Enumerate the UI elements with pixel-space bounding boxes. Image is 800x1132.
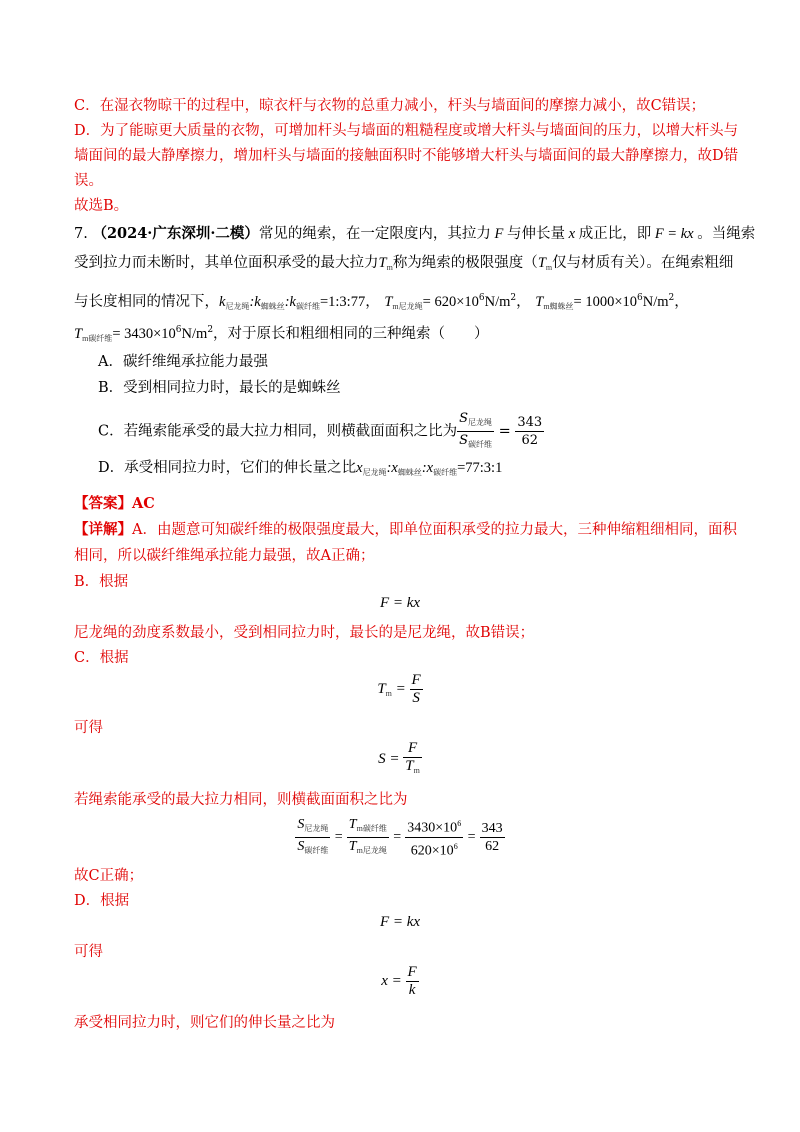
question-line-2: 受到拉力而未断时，其单位面积承受的最大拉力$T_m$称为绳索的极限强度（$T_m$仅与材质有关）。在绳索粗细 (74, 255, 734, 272)
answer-line (74, 494, 740, 514)
detail-a-line1: 【详解】A．由题意可知碳纤维的极限强度最大，即单位面积承受的拉力最大，三种伸缩粗细相同，面积 (74, 521, 737, 538)
prev-solution-d-line3: 误。 (74, 173, 103, 189)
option-b: B．受到相同拉力时，最长的是蜘蛛丝 (98, 380, 341, 396)
question-line-1: 7. （2024·广东深圳·二模）常见的绳索，在一定限度内，其拉力 F 与伸长量 x 成正比，即 F = kx 。当绳索 (74, 225, 756, 242)
prev-solution-d-line2: 墙面间的最大静摩擦力，增加杆头与墙面的接触面积时不能够增大杆头与墙面间的最大静摩擦力，故D错 (74, 148, 739, 164)
equation-s-f-over-tm: S = $\frac{F}{T_m}$ (378, 740, 420, 775)
detail-b-conclusion: 尼龙绳的劲度系数最小，受到相同拉力时，最长的是尼龙绳，故B错误； (74, 625, 535, 641)
detail-c-then: 可得 (74, 720, 103, 736)
equation-f-kx-2: F = kx (379, 914, 421, 930)
equation-x-f-over-k: x = $\frac{F}{k}$ (381, 964, 417, 998)
question-number: 7. (74, 226, 88, 242)
equation-tm-f-over-s: $T_m$ = $\frac{F}{S}$ (377, 672, 421, 706)
equation-area-ratio: $\frac{S_{尼龙绳}}{S_{碳纤维}}$ = $\frac{T_{m碳纤维}}{T_{m尼龙绳}}$ = $\frac{3430\times 10^6}{620\times 10^6}$ = $\frac{343}{62}$ (297, 816, 503, 859)
detail-d-conclusion: 承受相同拉力时，则它们的伸长量之比为 (74, 1015, 335, 1031)
prev-solution-c: C．在湿衣物晾干的过程中，晾衣杆与衣物的总重力减小，杆头与墙面间的摩擦力减小，故C错误； (74, 98, 706, 114)
answer-label: 【答案】 (74, 495, 132, 512)
detail-d-then: 可得 (74, 944, 103, 960)
prev-solution-choose: 故选B。 (74, 198, 129, 214)
detail-label: 【详解】 (74, 521, 132, 538)
detail-c-conclusion: 故C正确； (74, 868, 144, 884)
question-source: （2024·广东深圳·二模） (92, 225, 259, 242)
equation-f-kx-1: F = kx (379, 595, 421, 611)
question-line-4: $T_{m碳纤维}= 3430\times 10^6N/m^2$，对于原长和粗细相同的三种绳索（ ） (74, 325, 489, 343)
option-d: D．承受相同拉力时，它们的伸长量之比$x_{尼龙绳}:x_{蜘蛛丝}:x_{碳纤维}=77:3:1$ (98, 460, 503, 477)
prev-solution-d-line1: D．为了能晾更大质量的衣物，可增加杆头与墙面的粗糙程度或增大杆头与墙面间的压力，以增大杆头与 (74, 123, 739, 139)
option-c: C．若绳索能承受的最大拉力相同，则横截面面积之比为 $\frac{S_{尼龙绳}}{S_{碳纤维}}$ = $\frac{343}{62}$ (98, 411, 543, 449)
detail-d-head: D．根据 (74, 893, 130, 909)
detail-c-ratio-intro: 若绳索能承受的最大拉力相同，则横截面面积之比为 (74, 792, 408, 808)
answer-value: AC (132, 495, 155, 512)
detail-c-head: C．根据 (74, 650, 129, 666)
detail-a-line2: 相同，所以碳纤维绳承拉能力最强，故A正确； (74, 548, 375, 564)
detail-b-head: B．根据 (74, 574, 129, 590)
option-a: A．碳纤维绳承拉能力最强 (98, 354, 268, 370)
question-line-3: 与长度相同的情况下，$k_{尼龙绳}:k_{蜘蛛丝}:k_{碳纤维}=1:3:77$， $T_{m尼龙绳}= 620\times 10^6N/m^2$， $T_{m蜘蛛丝}= 1000\times 10^6N/m^2$， (74, 293, 689, 311)
